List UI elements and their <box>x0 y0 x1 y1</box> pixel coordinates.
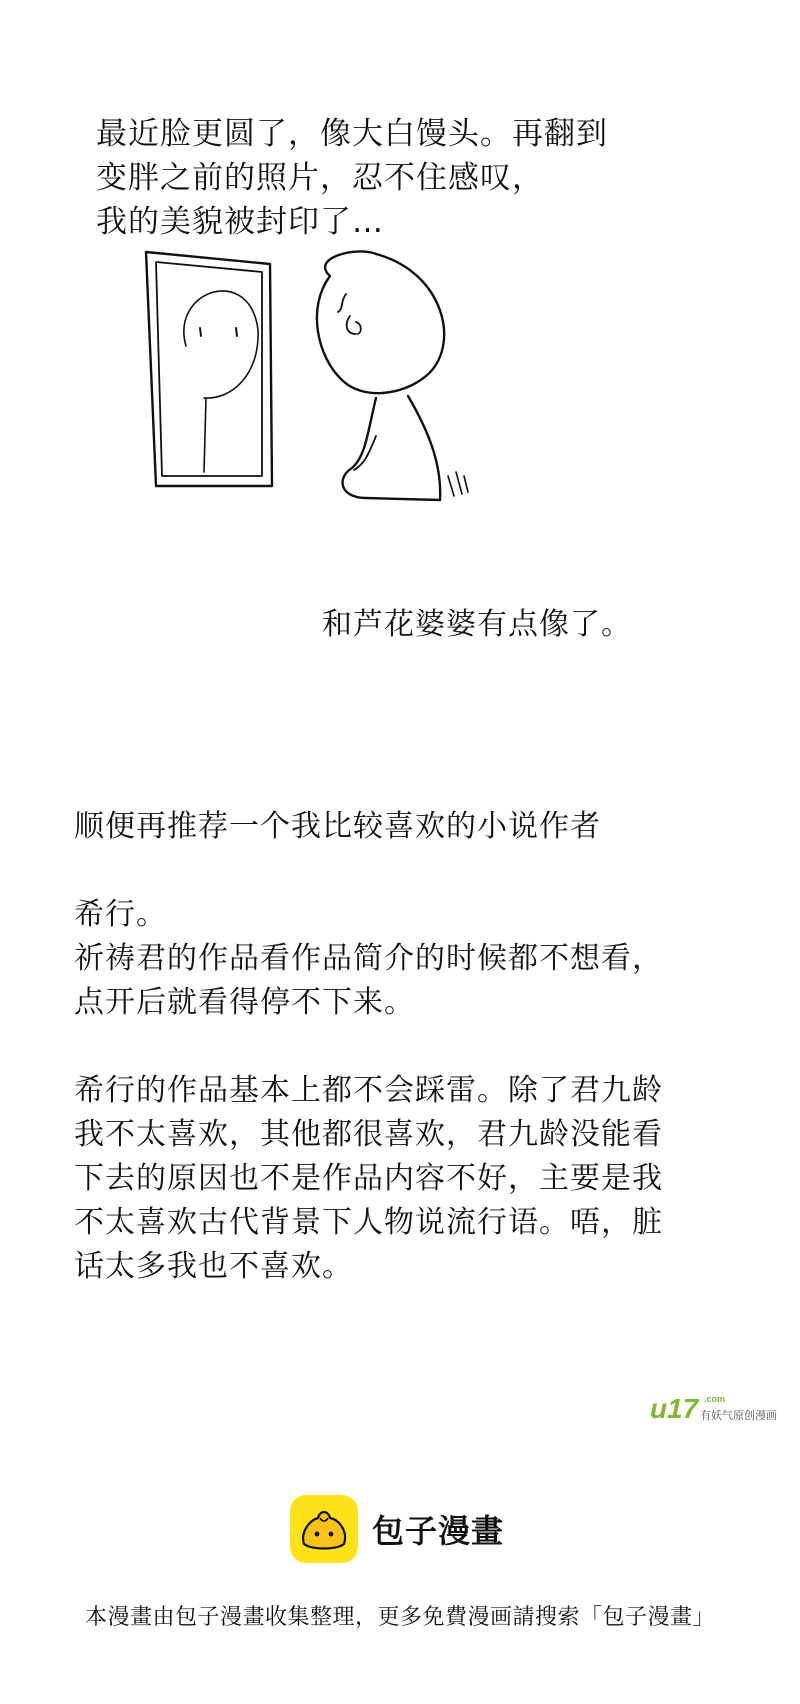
footer-notice: 本漫畫由包子漫畫收集整理，更多免費漫画請搜索「包子漫畫」 <box>84 1605 715 1630</box>
watermark-slogan: 有妖气原创漫画 <box>700 1409 777 1422</box>
intro-line: 变胖之前的照片，忍不住感叹， <box>96 160 544 196</box>
paragraph-line: 希行的作品基本上都不会踩雷。除了君九龄 <box>74 1073 663 1108</box>
watermark-domain: .com <box>704 1394 726 1404</box>
reflection-head <box>184 291 258 398</box>
mirror-illustration <box>140 250 520 550</box>
caption-text: 和芦花婆婆有点像了。 <box>322 607 632 642</box>
watermark-brand: u17 <box>650 1393 699 1424</box>
reflection-neck <box>204 398 206 472</box>
u17-watermark-logo <box>648 1390 788 1426</box>
baozi-logo <box>290 1495 504 1563</box>
paragraph-line: 下去的原因也不是作品内容不好，主要是我 <box>74 1161 663 1196</box>
paragraph-line: 不太喜欢古代背景下人物说流行语。唔，脏 <box>74 1205 663 1240</box>
intro-line: 我的美貌被封印了… <box>96 204 384 240</box>
logo-title: 包子漫畫 <box>372 1512 505 1550</box>
intro-line: 最近脸更圆了，像大白馒头。再翻到 <box>96 116 608 152</box>
mirror-frame <box>146 252 272 486</box>
recommend-heading: 顺便再推荐一个我比较喜欢的小说作者 <box>74 809 601 844</box>
paragraph-line: 我不太喜欢，其他都很喜欢，君九龄没能看 <box>74 1117 663 1152</box>
paragraph-line: 话太多我也不喜欢。 <box>74 1249 353 1284</box>
author-name: 希行。 <box>74 897 167 932</box>
intro-text <box>96 112 716 244</box>
recommendation-text <box>74 805 764 1289</box>
paragraph-line: 点开后就看得停不下来。 <box>74 985 415 1020</box>
character-head <box>317 251 444 393</box>
paragraph-line: 祈祷君的作品看作品简介的时候都不想看， <box>74 941 663 976</box>
bun-icon <box>290 1495 358 1563</box>
character-ear <box>347 316 361 334</box>
character-body <box>343 396 441 500</box>
